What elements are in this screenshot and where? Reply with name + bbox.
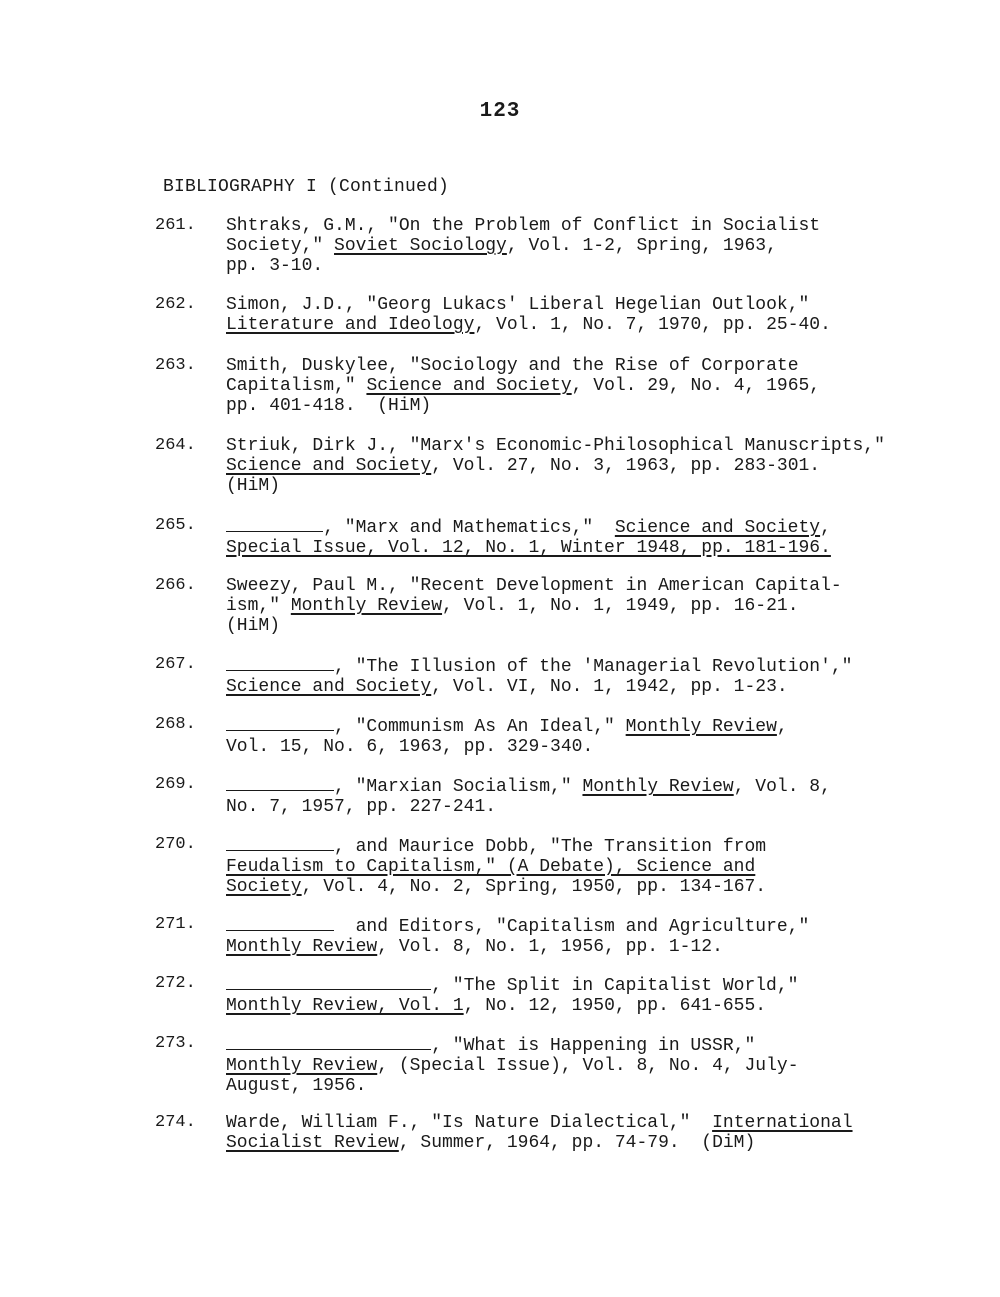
entry-number: 263. [155, 356, 196, 375]
ditto-blank-line [226, 835, 334, 851]
entry-number: 266. [155, 576, 196, 595]
entry-line: , "Marx and Mathematics," Science and Society, [226, 516, 956, 538]
entry-line: Science and Society, Vol. VI, No. 1, 1942, pp. 1-23. [226, 677, 788, 697]
entry-line [226, 538, 956, 558]
entry-text [226, 436, 956, 496]
entry-line: Sweezy, Paul M., "Recent Development in American Capital- [226, 576, 842, 596]
entry-line: August, 1956. [226, 1076, 367, 1096]
entry-line: Monthly Review, Vol. 8, No. 1, 1956, pp. 1-12. [226, 937, 723, 957]
entry-line: Simon, J.D., "Georg Lukacs' Liberal Hegelian Outlook," [226, 295, 810, 315]
entry-text [226, 1113, 956, 1153]
underlined-title: Monthly Review [582, 777, 734, 797]
entry-text [226, 655, 956, 697]
entry-text [226, 576, 956, 636]
entry-line: Warde, William F., "Is Nature Dialectical," International [226, 1113, 853, 1133]
ditto-blank-line [226, 655, 334, 671]
entry-line: and Editors, "Capitalism and Agriculture," [226, 915, 956, 937]
entry-text [226, 1034, 956, 1096]
ditto-blank-line [226, 915, 334, 931]
entry-number: 268. [155, 715, 196, 734]
underlined-title: Monthly Review [625, 717, 777, 737]
underlined-title: Special Issue, Vol. 12, No. 1, Winter 1948, pp. 181-196. [226, 538, 831, 558]
entry-text [226, 835, 956, 897]
underlined-title: Monthly Review [226, 1056, 378, 1076]
entry-line: Striuk, Dirk J., "Marx's Economic-Philosophical Manuscripts," [226, 436, 885, 456]
entry-line: Smith, Duskylee, "Sociology and the Rise of Corporate [226, 356, 799, 376]
entry-text [226, 216, 956, 276]
underlined-title: Feudalism to Capitalism," (A Debate), Science and [226, 857, 756, 877]
entry-line: No. 7, 1957, pp. 227-241. [226, 797, 497, 817]
entry-line: (HiM) [226, 616, 281, 636]
entry-text [226, 356, 956, 416]
entry-line: , "The Illusion of the 'Managerial Revolution'," [226, 655, 956, 677]
underlined-title: Science and Society [614, 518, 821, 538]
section-title: BIBLIOGRAPHY I (Continued) [163, 177, 450, 197]
entry-number: 269. [155, 775, 196, 794]
entry-number: 271. [155, 915, 196, 934]
entry-line [226, 857, 956, 877]
entry-line: Society, Vol. 4, No. 2, Spring, 1950, pp. 134-167. [226, 877, 767, 897]
entry-line: Vol. 15, No. 6, 1963, pp. 329-340. [226, 737, 594, 757]
ditto-blank-line [226, 974, 431, 990]
entry-line: , "The Split in Capitalist World," [226, 974, 956, 996]
page-number: 123 [479, 100, 521, 123]
entry-number: 270. [155, 835, 196, 854]
ditto-blank-line [226, 775, 334, 791]
underlined-title: Science and Society [366, 376, 572, 396]
entry-number: 264. [155, 436, 196, 455]
entry-text [226, 715, 956, 757]
entry-line: Capitalism," Science and Society, Vol. 29, No. 4, 1965, [226, 376, 821, 396]
ditto-blank-line [226, 516, 323, 532]
entry-line: pp. 401-418. (HiM) [226, 396, 432, 416]
entry-text [226, 775, 956, 817]
underlined-title: Science and Society [226, 456, 432, 476]
underlined-title: Science and Society [226, 677, 432, 697]
entry-line: Socialist Review, Summer, 1964, pp. 74-79. (DiM) [226, 1133, 756, 1153]
underlined-title: Literature and Ideology [226, 315, 475, 335]
underlined-title: Monthly Review, Vol. 1 [226, 996, 464, 1016]
entry-text [226, 295, 956, 335]
entry-number: 273. [155, 1034, 196, 1053]
underlined-title: Society [226, 877, 302, 897]
entry-line: , and Maurice Dobb, "The Transition from [226, 835, 956, 857]
entry-text [226, 516, 956, 558]
entry-text [226, 974, 956, 1016]
entry-line: pp. 3-10. [226, 256, 324, 276]
entry-number: 265. [155, 516, 196, 535]
underlined-title: Monthly Review [290, 596, 443, 616]
ditto-blank-line [226, 715, 334, 731]
underlined-title: Soviet Sociology [334, 236, 507, 256]
entry-line: Monthly Review, (Special Issue), Vol. 8, No. 4, July- [226, 1056, 799, 1076]
entry-number: 274. [155, 1113, 196, 1132]
entry-line: Shtraks, G.M., "On the Problem of Conflict in Socialist [226, 216, 821, 236]
entry-text [226, 915, 956, 957]
entry-number: 267. [155, 655, 196, 674]
underlined-title: Monthly Review [226, 937, 378, 957]
entry-line: Monthly Review, Vol. 1, No. 12, 1950, pp. 641-655. [226, 996, 767, 1016]
entry-line: , "What is Happening in USSR," [226, 1034, 956, 1056]
entry-number: 261. [155, 216, 196, 235]
entry-line: , "Communism As An Ideal," Monthly Review, [226, 715, 956, 737]
underlined-title: Socialist Review [226, 1133, 399, 1153]
entry-line: Literature and Ideology, Vol. 1, No. 7, 1970, pp. 25-40. [226, 315, 831, 335]
underlined-title: International [712, 1113, 853, 1133]
entry-number: 262. [155, 295, 196, 314]
entry-line: (HiM) [226, 476, 281, 496]
entry-line: Science and Society, Vol. 27, No. 3, 1963, pp. 283-301. [226, 456, 821, 476]
entry-number: 272. [155, 974, 196, 993]
ditto-blank-line [226, 1034, 431, 1050]
entry-line: ism," Monthly Review, Vol. 1, No. 1, 1949, pp. 16-21. [226, 596, 799, 616]
entry-line: , "Marxian Socialism," Monthly Review, Vol. 8, [226, 775, 956, 797]
entry-line: Society," Soviet Sociology, Vol. 1-2, Spring, 1963, [226, 236, 777, 256]
